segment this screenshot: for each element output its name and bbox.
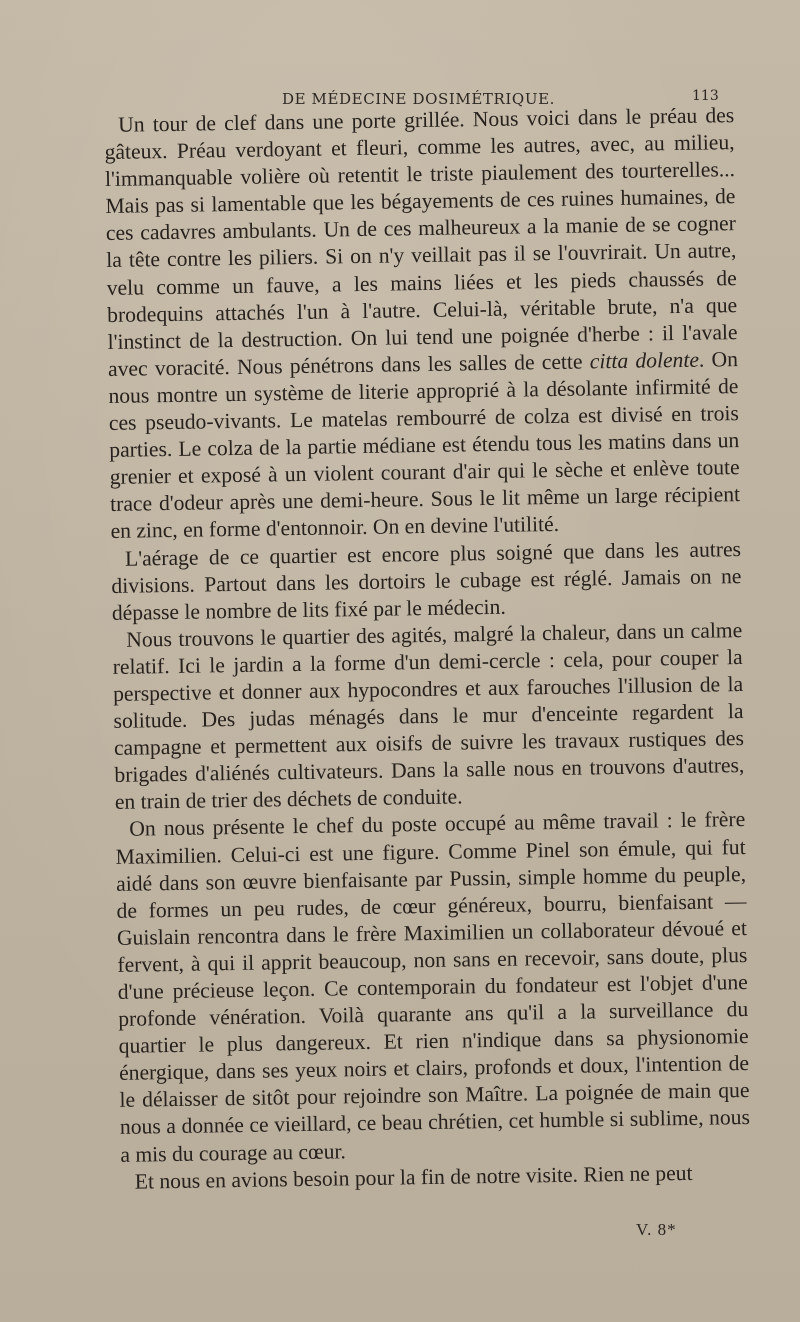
running-head: DE MÉDECINE DOSIMÉTRIQUE. — [282, 90, 555, 108]
paragraph-1 — [104, 102, 741, 545]
page-footer — [0, 1210, 800, 1240]
paragraph-2: L'aérage de ce quartier est encore plus soigné que dans les autres divisions. Partout dans les dortoirs le cubage est réglé. Jamais on ne dépasse le nombre de lits fixé par le médecin. — [111, 536, 742, 625]
paragraph-1-text-a: Un tour de clef dans une porte grillée. Nous voici dans le préau des gâteux. Préau verdoyant et fleuri, comme les autres, avec, au milieu, l'immanquable volière où retentit le triste piaulement des tourterelles... Mais pas si lamentable que les bégayements de ces ruines humaines, de ces cadavres ambulants. Un de ces malheureux a la manie de se cogner la tête contre les piliers. Si on n'y veillait pas il se l'ouvrirait. Un autre, velu comme un fauve, a les mains liées et les pieds chaussés de brodequins attachés l'un à l'autre. Celui-là, véritable brute, n'a que l'instinct de la destruction. On lui tend une poignée d'herbe : il l'avale avec voracité. Nous pénétrons dans les salles de cette — [104, 103, 738, 381]
signature-mark: V. 8* — [636, 1220, 677, 1239]
body-text — [104, 102, 751, 1196]
paragraph-4: On nous présente le chef du poste occupé au même travail : le frère Maximilien. Celui-ci est une figure. Comme Pinel son émule, qui fut aidé dans son œuvre bienfaisante par Pussin, simple homme du peuple, de formes un peu rudes, de cœur généreux, bourru, bienfaisant — Guislain rencontra dans le frère Maximilien un collaborateur dévoué et fervent, à qui il apprit beaucoup, non sans en recevoir, sans doute, plus d'une précieuse leçon. Ce contemporain du fondateur est l'objet d'une profonde vénération. Voilà quarante ans qu'il a la surveillance du quartier le plus dangereux. Et rien n'indique dans sa physionomie énergique, dans ses yeux noirs et clairs, profonds et doux, l'intention de le délaisser de sitôt pour rejoindre son Maître. La poignée de main que nous a donnée ce vieillard, ce beau chrétien, cet humble si sublime, nous a mis du courage au cœur. — [115, 807, 751, 1167]
paragraph-5: Et nous en avions besoin pour la fin de notre visite. Rien ne peut — [134, 1160, 693, 1194]
paragraph-3: Nous trouvons le quartier des agités, malgré la chaleur, dans un calme relatif. Ici le jardin a la forme d'un demi-cercle : cela, pour couper la perspective et donner aux hypocondres et aux farouches l'illusion de la solitude. Des judas ménagés dans le mur d'enceinte regardent la campagne et permettent aux oisifs de suivre les travaux rustiques des brigades d'aliénés cultivateurs. Dans la salle nous en trouvons d'autres, en train de trier des déchets de conduite. — [112, 617, 745, 815]
paragraph-1-text-b: . On nous montre un système de literie approprié à la désolante infirmité de ces pseudo-vivants. Le matelas rembourré de colza est divisé en trois parties. Le colza de la partie médiane est étendu tous les matins dans un grenier et exposé à un violent courant d'air qui le sèche et enlève toute trace d'odeur après une demi-heure. Sous le lit même un large récipient en zinc, en forme d'entonnoir. On en devine l'utilité. — [108, 346, 741, 544]
page-number: 113 — [692, 88, 719, 104]
italic-phrase: citta dolente — [589, 347, 700, 374]
